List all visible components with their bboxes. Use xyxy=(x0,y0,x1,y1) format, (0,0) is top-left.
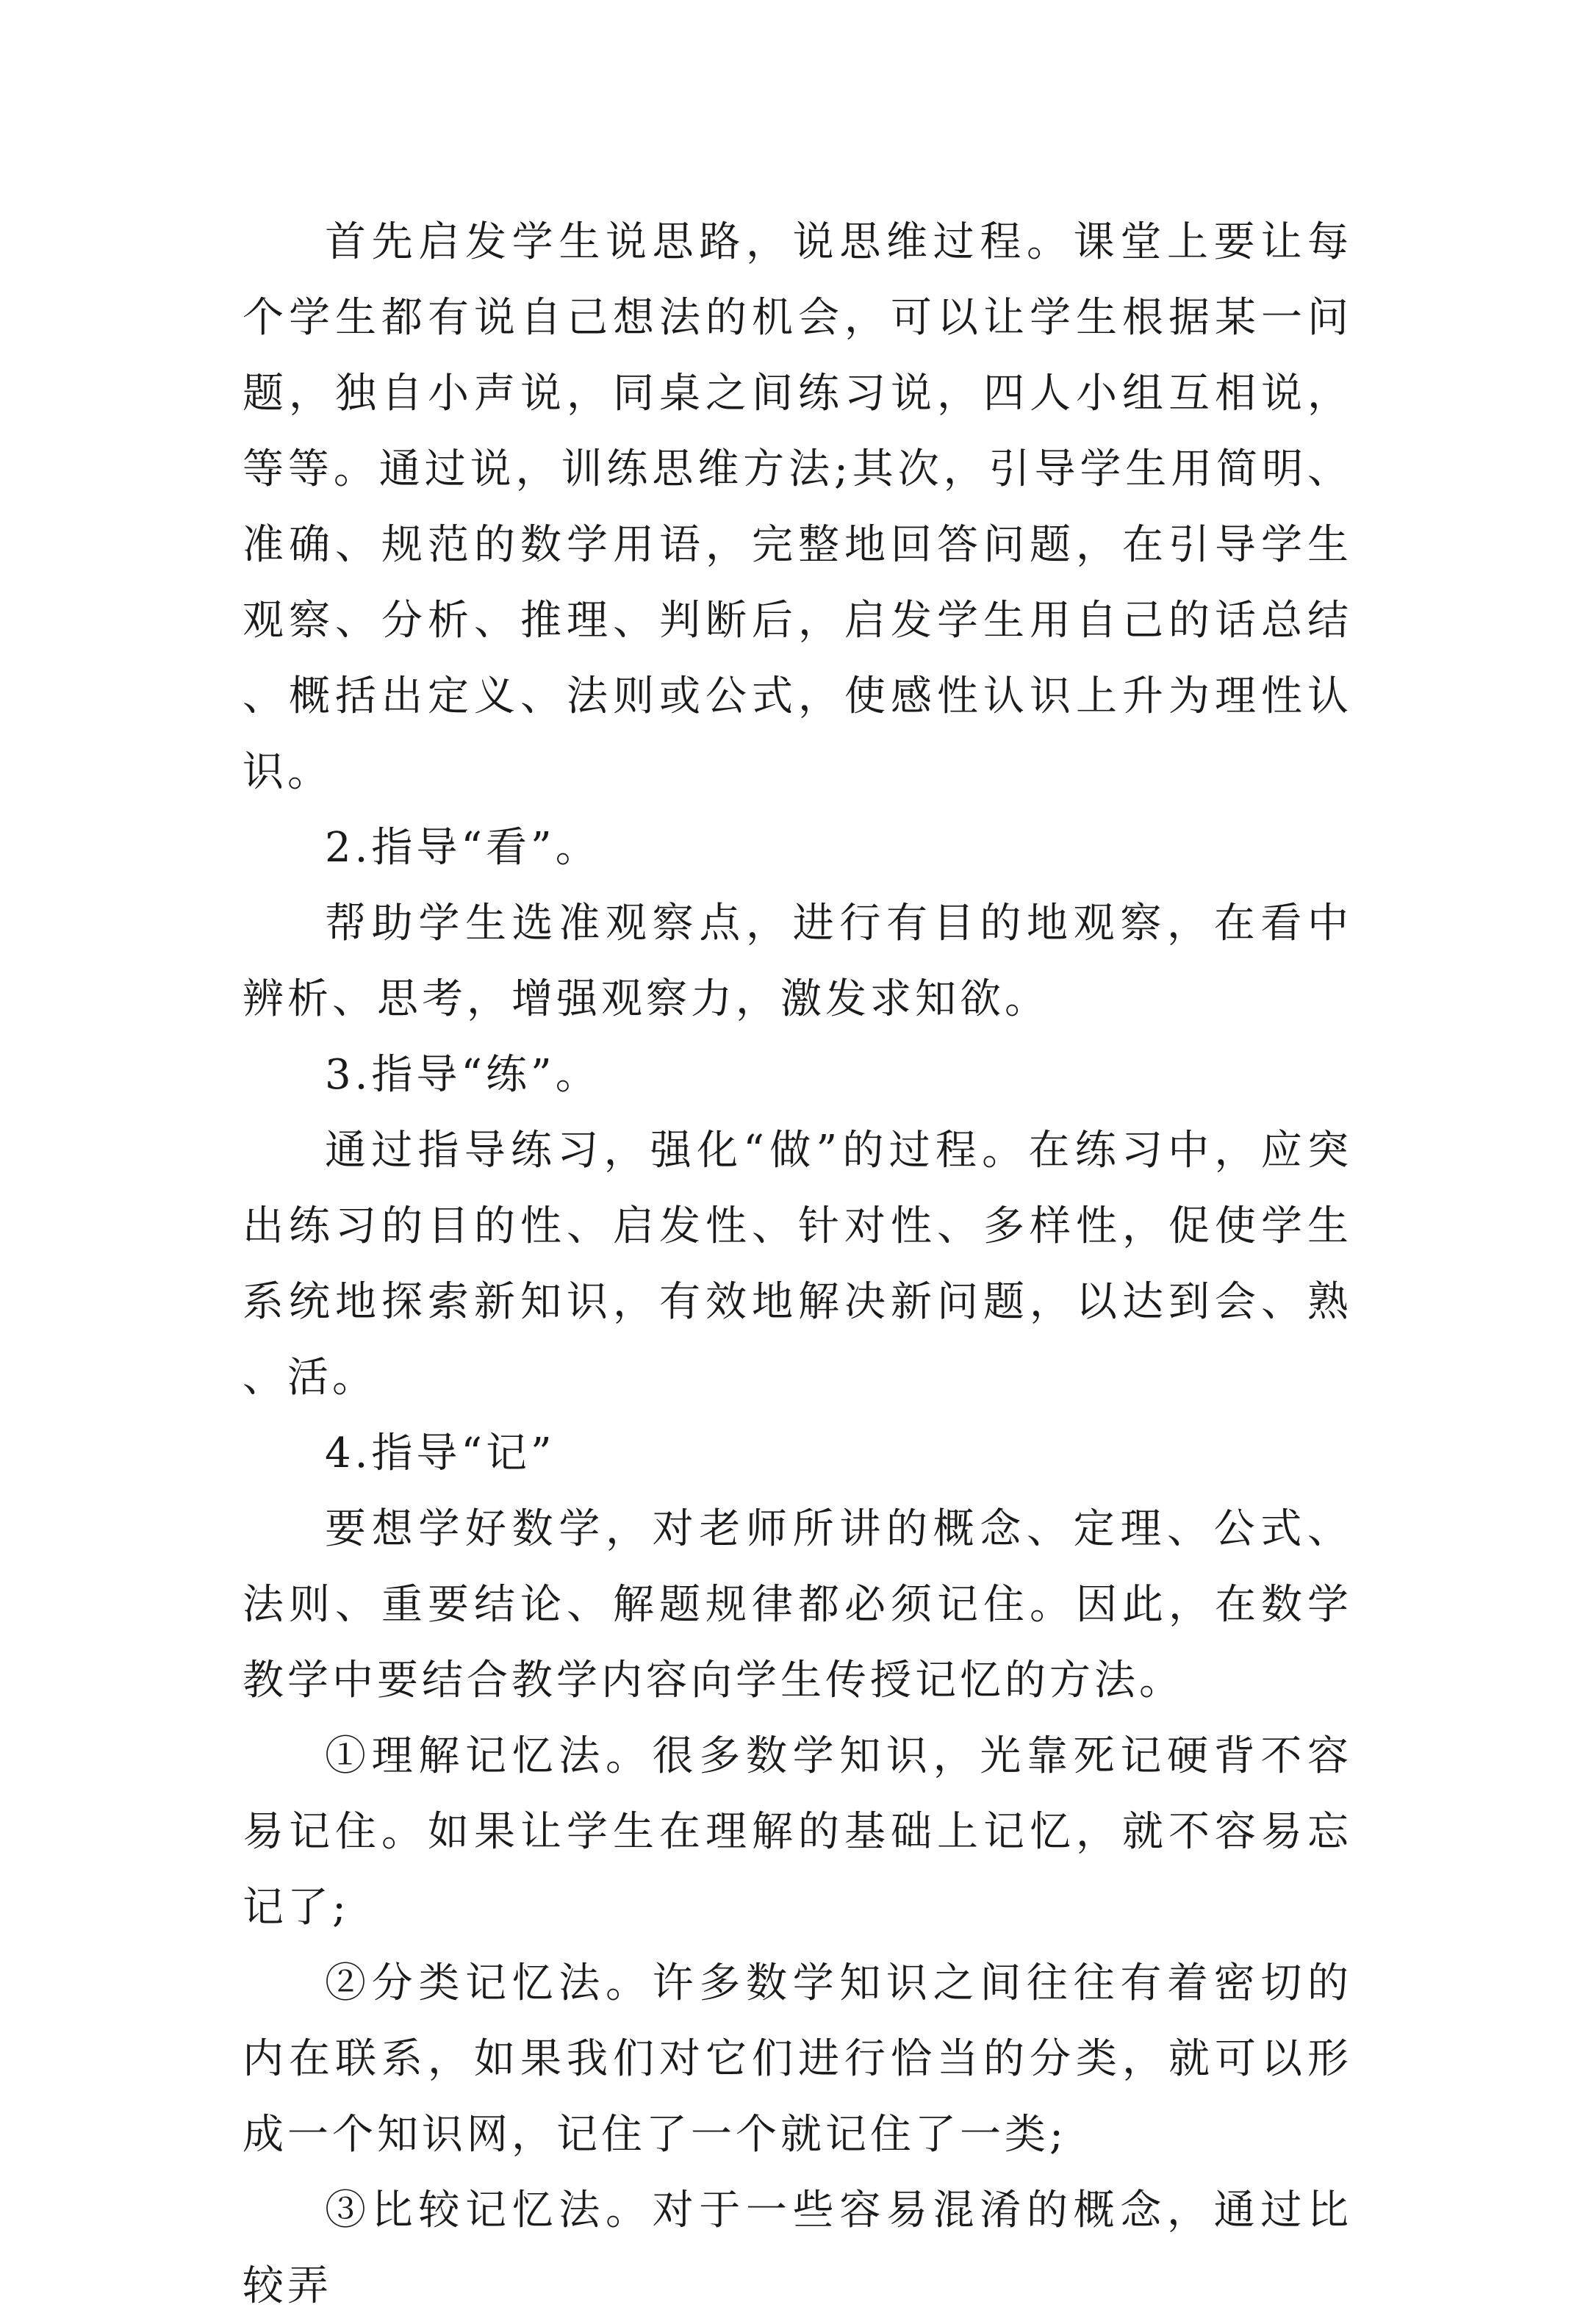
paragraph-understanding-memory: ①理解记忆法。很多数学知识，光靠死记硬背不容易记住。如果让学生在理解的基础上记忆，就不容易忘记了; xyxy=(243,1732,1352,1932)
paragraph-think-aloud: 首先启发学生说思路，说思维过程。课堂上要让每个学生都有说自己想法的机会，可以让学生根据某一问题，独自小声说，同桌之间练习说，四人小组互相说，等等。通过说，训练思维方法;其次，引导学生用简明、准确、规范的数学用语，完整地回答问题，在引导学生观察、分析、推理、判断后，启发学生用自己的话总结、概括出定义、法则或公式，使感性认识上升为理性认识。 xyxy=(243,218,1352,796)
heading-guide-memorize: 4.指导“记” xyxy=(325,1430,556,1477)
heading-guide-look: 2.指导“看”。 xyxy=(325,824,600,872)
paragraph-memorize: 要想学好数学，对老师所讲的概念、定理、公式、法则、重要结论、解题规律都必须记住。因此，在数学教学中要结合教学内容向学生传授记忆的方法。 xyxy=(243,1505,1352,1704)
heading-guide-practice: 3.指导“练”。 xyxy=(325,1051,600,1099)
paragraph-observation: 帮助学生选准观察点，进行有目的地观察，在看中辨析、思考，增强观察力，激发求知欲。 xyxy=(243,900,1352,1023)
paragraph-comparison-memory: ③比较记忆法。对于一些容易混淆的概念，通过比较弄 xyxy=(243,2187,1352,2310)
paragraph-practice: 通过指导练习，强化“做”的过程。在练习中，应突出练习的目的性、启发性、针对性、多样性，促使学生系统地探索新知识，有效地解决新问题，以达到会、熟、活。 xyxy=(243,1127,1352,1402)
document-page xyxy=(243,204,1352,2324)
paragraph-classification-memory: ②分类记忆法。许多数学知识之间往往有着密切的内在联系，如果我们对它们进行恰当的分类，就可以形成一个知识网，记住了一个就记住了一类; xyxy=(243,1959,1352,2159)
